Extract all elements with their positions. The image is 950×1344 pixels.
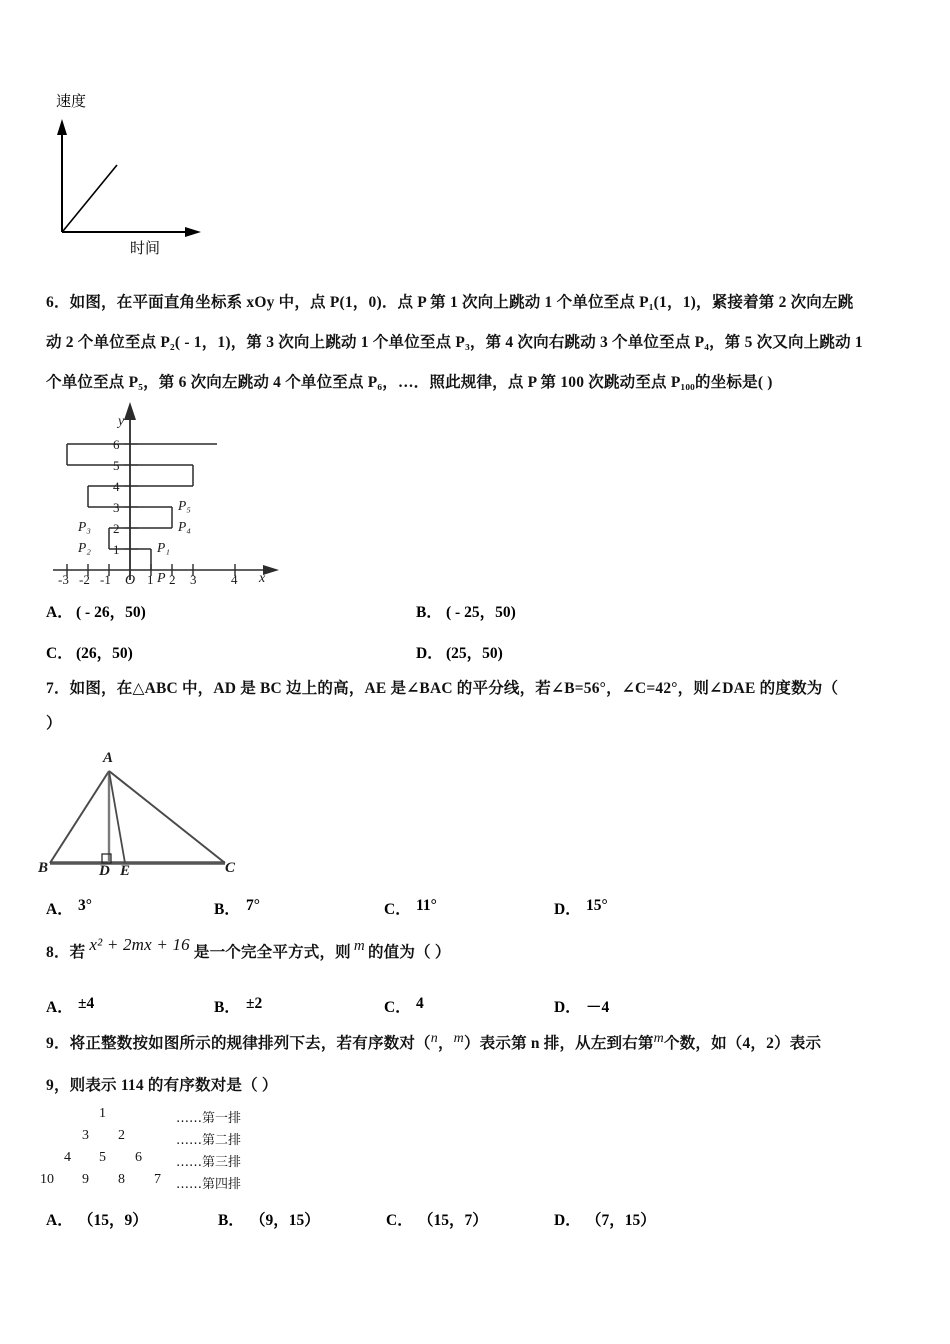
speed-axis-label: 速度 [56,92,87,110]
x-axis-label: x [259,571,266,586]
option-d-key[interactable]: D． [554,901,581,918]
y-tick-4: 4 [113,479,120,494]
option-b-text[interactable]: ±2 [246,995,263,1012]
option-c-key[interactable]: C． [386,1212,413,1229]
pyramid-number: 9 [82,1172,89,1187]
question-8-stem [46,935,926,967]
pyramid-number: 7 [154,1172,161,1187]
pyramid-row-tag: ……第二排 [176,1133,242,1148]
question-6-line-2: 动 2 个单位至点 P₂( - 1，1)，第 3 次向上跳动 1 个单位至点 P₃，第 4 次向右跳动 3 个单位至点 P₄，第 5 次又向上跳动 1 [46,334,863,351]
option-a-key[interactable]: A． [46,901,73,918]
point-label-p2: P₂ [78,540,91,555]
question-9-line-1 [46,1030,936,1059]
option-c-key[interactable]: C． [384,999,411,1016]
x-tick-1: 1 [147,572,154,587]
option-c-text[interactable]: (26，50) [76,645,133,662]
question-8-options [46,995,926,1021]
question-9-options [46,1208,926,1234]
point-label-p3: P₃ [78,519,91,534]
option-d-text[interactable]: (25，50) [446,645,503,662]
option-c-text[interactable]: （15，7） [418,1212,488,1229]
coordinate-staircase-svg [45,392,295,588]
y-axis-label: y [118,414,125,429]
question-9-line-2: 9，则表示 114 的有序数对是（ ） [46,1077,278,1094]
pyramid-number: 5 [99,1150,106,1165]
question-6-options [46,600,926,660]
option-b-text[interactable]: （9，15） [250,1212,320,1229]
x-tick-minus-2: -2 [79,572,90,587]
question-9-text-a: 9．将正整数按如图所示的规律排列下去，若有序数对（ [46,1035,431,1052]
question-8-prefix: 8．若 [46,944,86,961]
x-tick-4: 4 [231,572,238,587]
question-8-middle: 是一个完全平方式，则 [193,944,351,961]
option-d-text[interactable]: －4 [586,999,610,1016]
question-9-text-b: ， [437,1035,454,1052]
triangle-svg [30,748,280,883]
option-a-text[interactable]: （15，9） [78,1212,148,1229]
question-9-text-c: ）表示第 n 排，从左到右第 [463,1035,654,1052]
option-d-key[interactable]: D． [554,999,581,1016]
pyramid-number: 1 [99,1106,106,1121]
option-d-text[interactable]: 15° [586,897,608,914]
option-d-key[interactable]: D． [416,645,443,662]
pyramid-number: 3 [82,1128,89,1143]
vertex-label-c: C [225,860,236,876]
option-a-text[interactable]: ( - 26，50) [76,604,146,621]
option-b-text[interactable]: ( - 25，50) [446,604,516,621]
option-c-key[interactable]: C． [46,645,73,662]
question-7-line-1: 7．如图，在△ABC 中，AD 是 BC 边上的高，AE 是∠BAC 的平分线，若∠B=56°，∠C=42°，则∠DAE 的度数为（ [46,680,839,697]
question-9-var-n: n [430,1031,438,1046]
point-label-p5: P₅ [178,498,191,513]
pyramid-number: 10 [40,1172,54,1187]
point-label-p1: P₁ [157,540,170,555]
triangle-figure [30,748,280,883]
number-pyramid-figure [40,1102,320,1192]
pyramid-number: 2 [118,1128,125,1143]
option-c-text[interactable]: 11° [416,897,437,914]
question-6-line-1: 6．如图，在平面直角坐标系 xOy 中，点 P(1，0)．点 P 第 1 次向上跳动 1 个单位至点 P₁(1，1)，紧接着第 2 次向左跳 [46,294,854,311]
vertex-label-a: A [103,750,114,766]
question-7-options [46,897,926,923]
option-a-text[interactable]: ±4 [78,995,95,1012]
question-6-line-3: 个单位至点 P₅，第 6 次向左跳动 4 个单位至点 P₆，…．照此规律，点 P 第 100 次跳动至点 P₁₀₀的坐标是( ) [46,374,773,391]
question-9-var-m: m [453,1031,464,1046]
y-tick-6: 6 [113,437,120,452]
coordinate-staircase-figure [45,392,295,588]
question-8-variable: m [353,938,365,954]
option-a-text[interactable]: 3° [78,897,92,914]
option-a-key[interactable]: A． [46,1212,73,1229]
origin-label: O [125,573,136,588]
option-b-key[interactable]: B． [214,999,240,1016]
option-a-key[interactable]: A． [46,999,73,1016]
pyramid-number: 4 [64,1150,71,1165]
y-tick-1: 1 [113,542,120,557]
question-8-formula: x² + 2mx + 16 [89,935,190,954]
y-tick-2: 2 [113,521,120,536]
time-axis-label: 时间 [130,239,161,257]
y-tick-5: 5 [113,458,120,473]
pyramid-row-tag: ……第四排 [176,1177,242,1192]
point-p-label: P [157,571,166,586]
pyramid-row-tag: ……第一排 [176,1111,242,1126]
option-b-key[interactable]: B． [416,604,442,621]
x-tick-minus-3: -3 [58,572,69,587]
question-8-suffix: 的值为（ ） [367,944,451,961]
x-tick-2: 2 [169,572,176,587]
question-9-text-d: 个数，如（4，2）表示 [663,1035,822,1052]
option-b-key[interactable]: B． [214,901,240,918]
point-label-p4: P₄ [178,519,191,534]
vertex-label-e: E [120,863,131,879]
question-7-line-2: ） [46,715,62,732]
vertex-label-d: D [99,863,110,879]
question-9-var-m2: m [653,1031,664,1046]
vertex-label-b: B [38,860,49,876]
pyramid-row-tag: ……第三排 [176,1155,242,1170]
option-d-text[interactable]: （7，15） [586,1212,656,1229]
option-c-key[interactable]: C． [384,901,411,918]
option-a-key[interactable]: A． [46,604,73,621]
x-tick-3: 3 [190,572,197,587]
y-tick-3: 3 [113,500,120,515]
option-b-text[interactable]: 7° [246,897,260,914]
pyramid-number: 6 [135,1150,142,1165]
option-d-key[interactable]: D． [554,1212,581,1229]
x-tick-minus-1: -1 [100,572,111,587]
option-b-key[interactable]: B． [218,1212,244,1229]
speed-time-figure [40,85,270,265]
pyramid-number: 8 [118,1172,125,1187]
option-c-text[interactable]: 4 [416,995,424,1012]
